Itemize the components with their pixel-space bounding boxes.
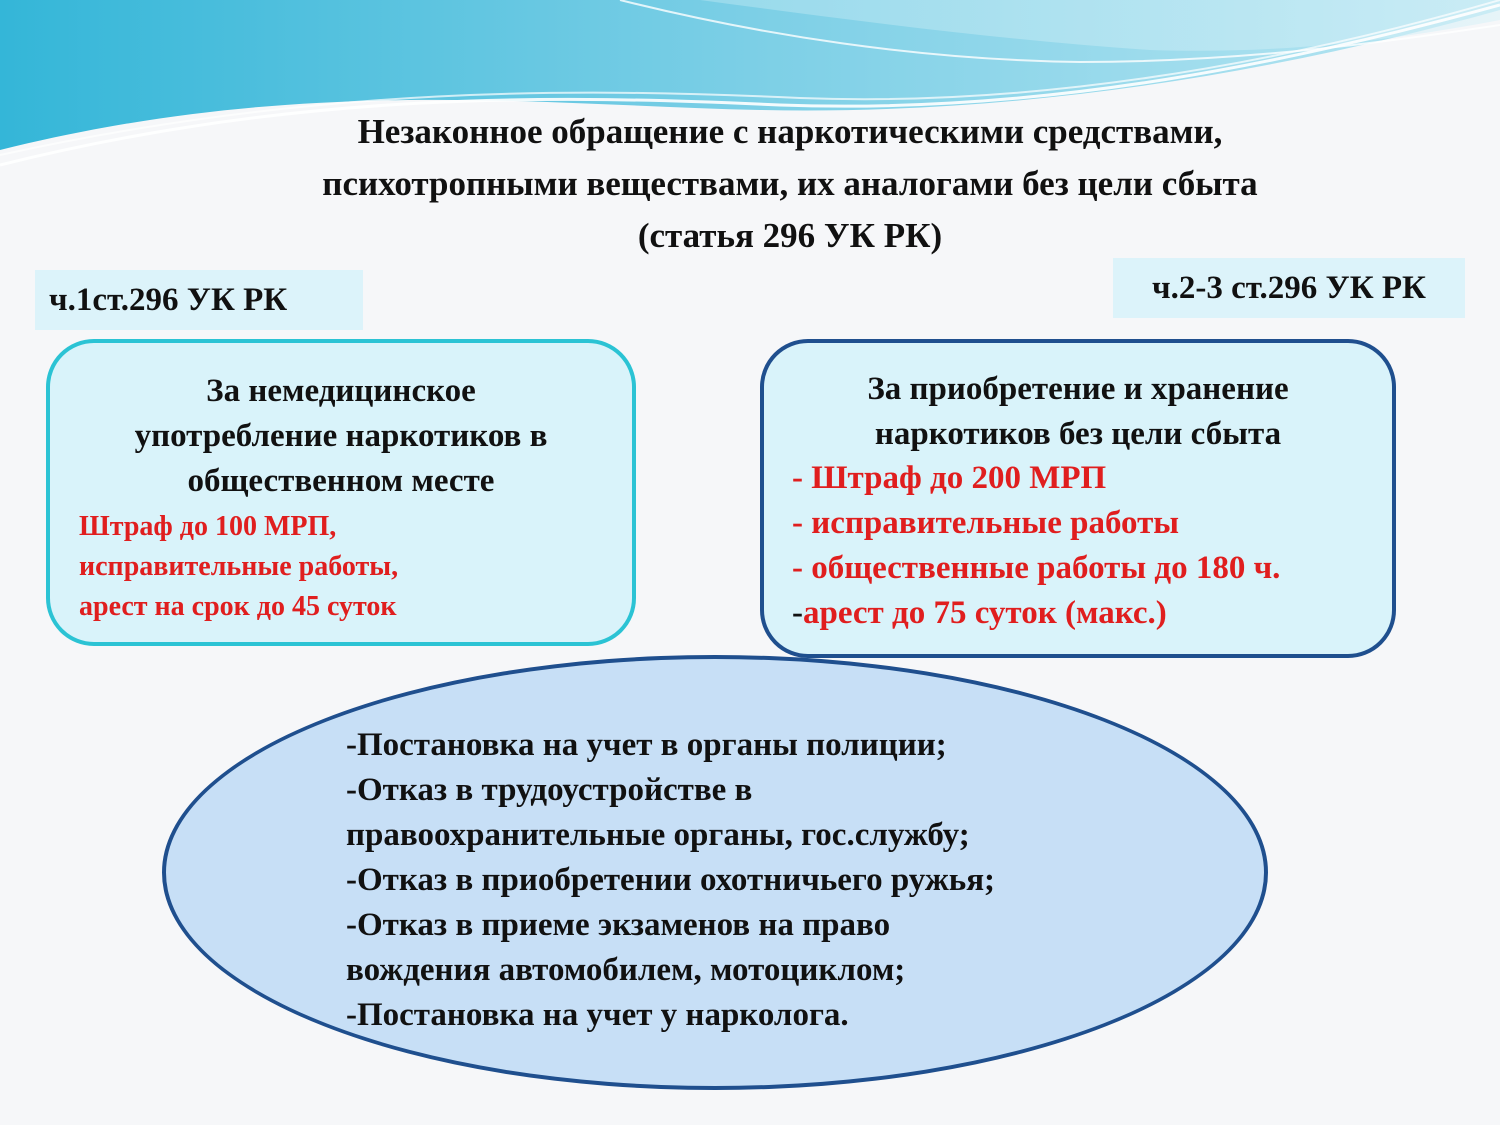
box-part-1-heading [50,369,632,504]
box-part-2-3-penalties [792,456,1280,636]
title-line-2: психотропными веществами, их аналогами без цели сбыта [322,164,1258,203]
slide-title [190,106,1390,262]
box-part-2-3 [760,339,1396,658]
penalty-item: - исправительные работы [792,505,1180,541]
penalty-item: исправительные работы, [79,551,399,582]
consequence-item: -Постановка на учет у нарколога. [346,997,849,1033]
consequence-item: -Отказ в трудоустройстве в [346,772,753,808]
label-part-2-3: ч.2-3 ст.296 УК РК [1113,258,1465,318]
heading-line: наркотиков без цели сбыта [874,416,1282,452]
consequence-item: -Постановка на учет в органы полиции; [346,727,947,763]
consequence-item: вождения автомобилем, мотоциклом; [346,952,906,988]
penalty-dash: - [792,595,803,631]
heading-line: За приобретение и хранение [867,371,1289,407]
penalty-item: - общественные работы до 180 ч. [792,550,1281,586]
title-line-1: Незаконное обращение с наркотическими средствами, [357,112,1223,151]
heading-line: общественном месте [187,463,495,499]
consequence-item: правоохранительные органы, гос.службу; [346,817,970,853]
box-part-1-penalties [79,507,398,627]
label-part-1: ч.1ст.296 УК РК [35,270,363,330]
consequence-item: -Отказ в приобретении охотничьего ружья; [346,862,996,898]
box-part-1 [46,339,636,646]
heading-line: употребление наркотиков в [134,418,548,454]
consequences-list [346,723,995,1038]
penalty-text: арест до 75 суток (макс.) [803,595,1167,631]
consequence-item: -Отказ в приеме экзаменов на право [346,907,891,943]
penalty-item [792,591,1280,636]
penalty-item: - Штраф до 200 МРП [792,460,1107,496]
title-line-3: (статья 296 УК РК) [637,216,943,255]
heading-line: За немедицинское [206,373,476,409]
penalty-item: арест на срок до 45 суток [79,591,397,622]
box-part-2-3-heading [764,367,1392,457]
penalty-item: Штраф до 100 МРП, [79,511,337,542]
consequences-ellipse [162,655,1268,1090]
